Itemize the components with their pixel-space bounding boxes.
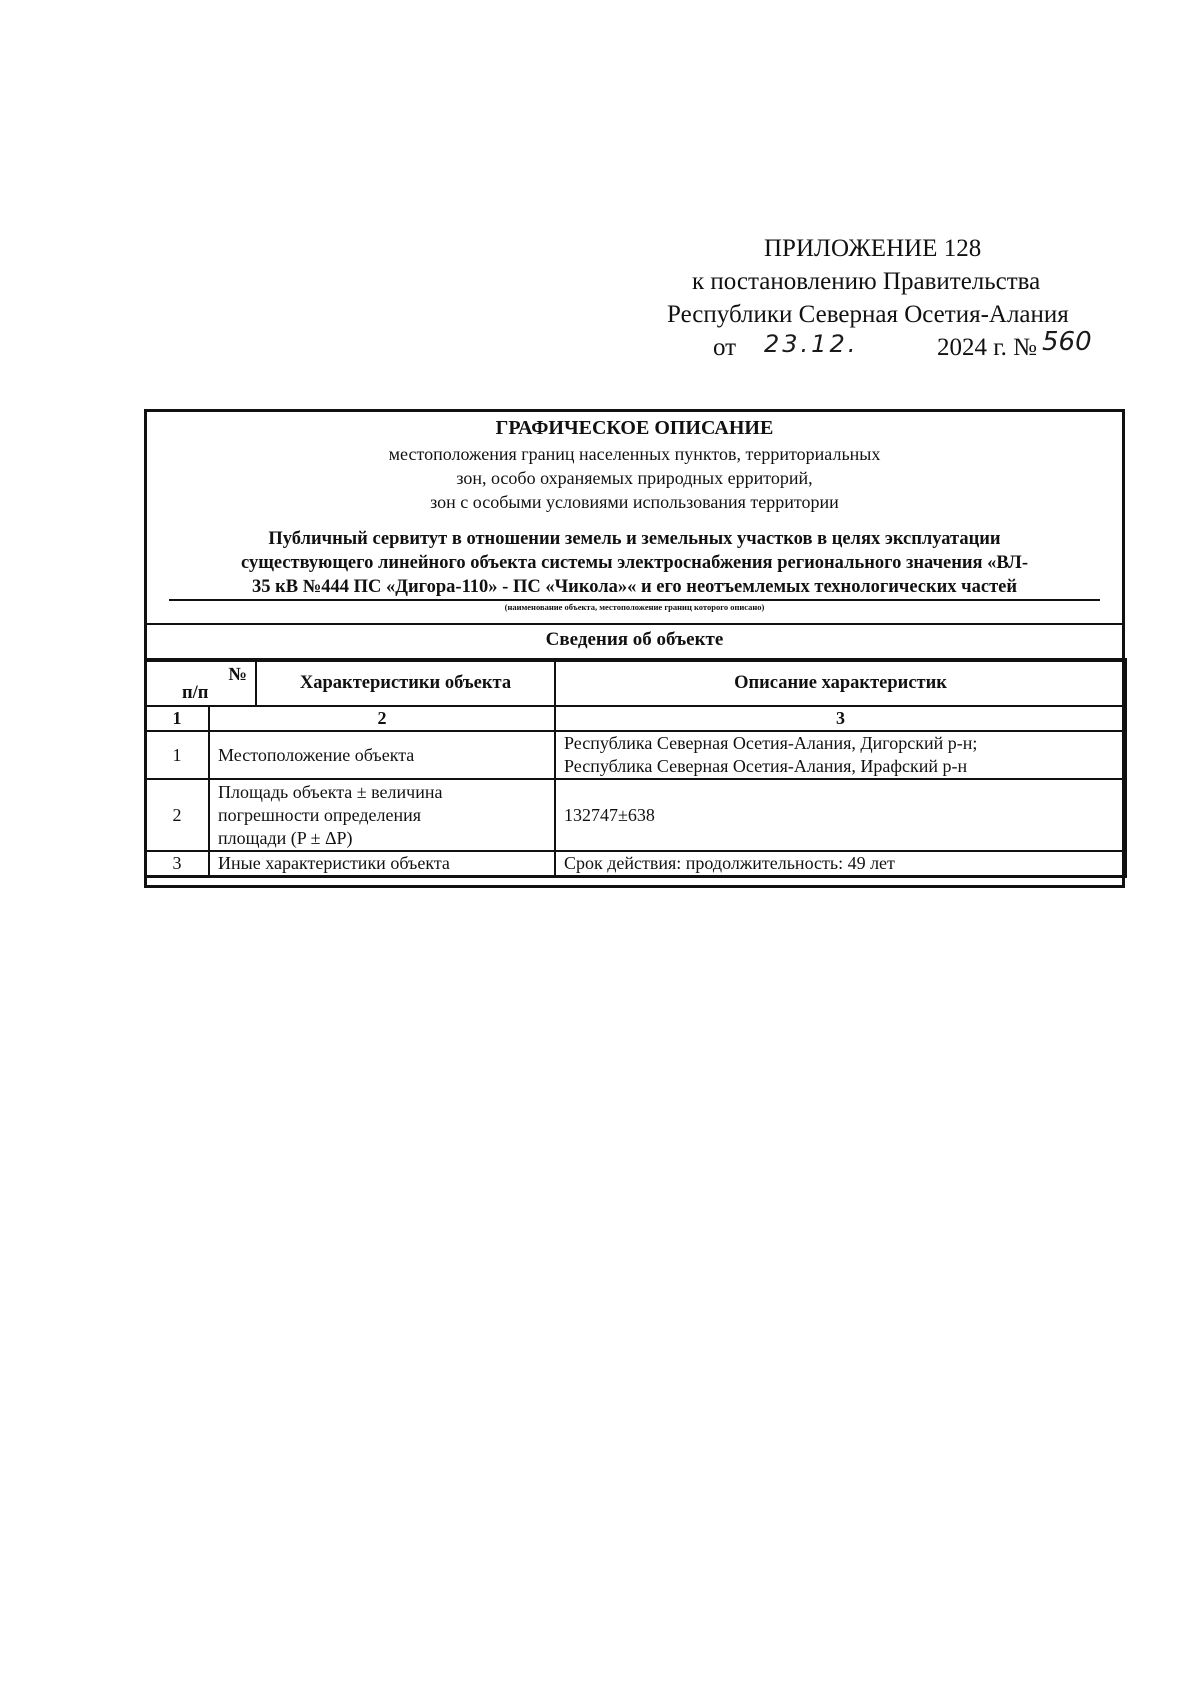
appendix-header: [640, 232, 1120, 367]
object-name-underline: [169, 599, 1100, 601]
date-prefix: от: [713, 334, 737, 361]
section-divider: [147, 623, 1122, 625]
appendix-date-line: [640, 327, 1120, 367]
row-characteristic: Местоположение объекта: [209, 731, 555, 779]
header-number-sign: №: [228, 665, 247, 685]
characteristic-line: погрешности определения: [218, 804, 421, 825]
object-name-line: Публичный сервитут в отношении земель и земельных участков в целях эксплуатации: [268, 529, 1001, 549]
table-row: [145, 851, 1126, 877]
appendix-republic-line: Республики Северная Осетия-Алания: [667, 301, 1069, 328]
object-name-caption: (наименование объекта, местоположение границ которого описано): [504, 602, 765, 612]
year-and-number-label: 2024 г. №: [937, 334, 1038, 361]
section-title: Сведения об объекте: [545, 629, 724, 650]
characteristic-line: площади (P ± ΔP): [218, 827, 353, 848]
description-line: Республика Северная Осетия-Алания, Дигорский р-н;: [564, 733, 978, 753]
subtitle-line: зон, особо охраняемых природных ерриторий,: [456, 468, 813, 488]
subtitle-line: зон с особыми условиями использования территории: [430, 492, 839, 512]
row-number: 3: [145, 851, 209, 877]
subtitle-line: местоположения границ населенных пунктов, территориальных: [388, 444, 881, 464]
row-characteristic: [209, 779, 555, 851]
handwritten-date: 23.12.: [764, 330, 859, 358]
header-number-cell: [145, 660, 256, 706]
description-line: Республика Северная Осетия-Алания, Ирафский р-н: [564, 756, 968, 776]
row-number: 1: [145, 731, 209, 779]
object-name-line: существующего линейного объекта системы электроснабжения регионального значения «ВЛ-: [241, 553, 1028, 573]
handwritten-number: 560: [1042, 327, 1092, 357]
object-name: [167, 527, 1102, 599]
column-number-3: 3: [555, 706, 1126, 731]
column-number-row: [145, 706, 1126, 731]
header-pp: п/п: [182, 683, 209, 703]
appendix-title: ПРИЛОЖЕНИЕ 128: [764, 235, 982, 262]
characteristic-line: Площадь объекта ± величина: [218, 781, 443, 802]
header-description: Описание характеристик: [555, 660, 1126, 706]
header-characteristic: Характеристики объекта: [256, 660, 555, 706]
column-number-1: 1: [145, 706, 209, 731]
table-row: [145, 731, 1126, 779]
graphic-description-frame: [144, 409, 1125, 888]
row-number: 2: [145, 779, 209, 851]
appendix-resolution-line: к постановлению Правительства: [692, 268, 1041, 295]
row-description: [555, 731, 1126, 779]
row-description: Срок действия: продолжительность: 49 лет: [555, 851, 1126, 877]
document-subtitle: [147, 442, 1122, 514]
object-name-line: 35 кВ №444 ПС «Дигора-110» - ПС «Чикола»« и его неотъемлемых технологических частей: [251, 577, 1018, 597]
row-description: 132747±638: [555, 779, 1126, 851]
document-title: ГРАФИЧЕСКОЕ ОПИСАНИЕ: [495, 417, 774, 439]
table-row: [145, 779, 1126, 851]
table-header-row: [145, 660, 1126, 706]
object-info-table: [144, 658, 1127, 878]
row-characteristic: Иные характеристики объекта: [209, 851, 555, 877]
column-number-2: 2: [209, 706, 555, 731]
